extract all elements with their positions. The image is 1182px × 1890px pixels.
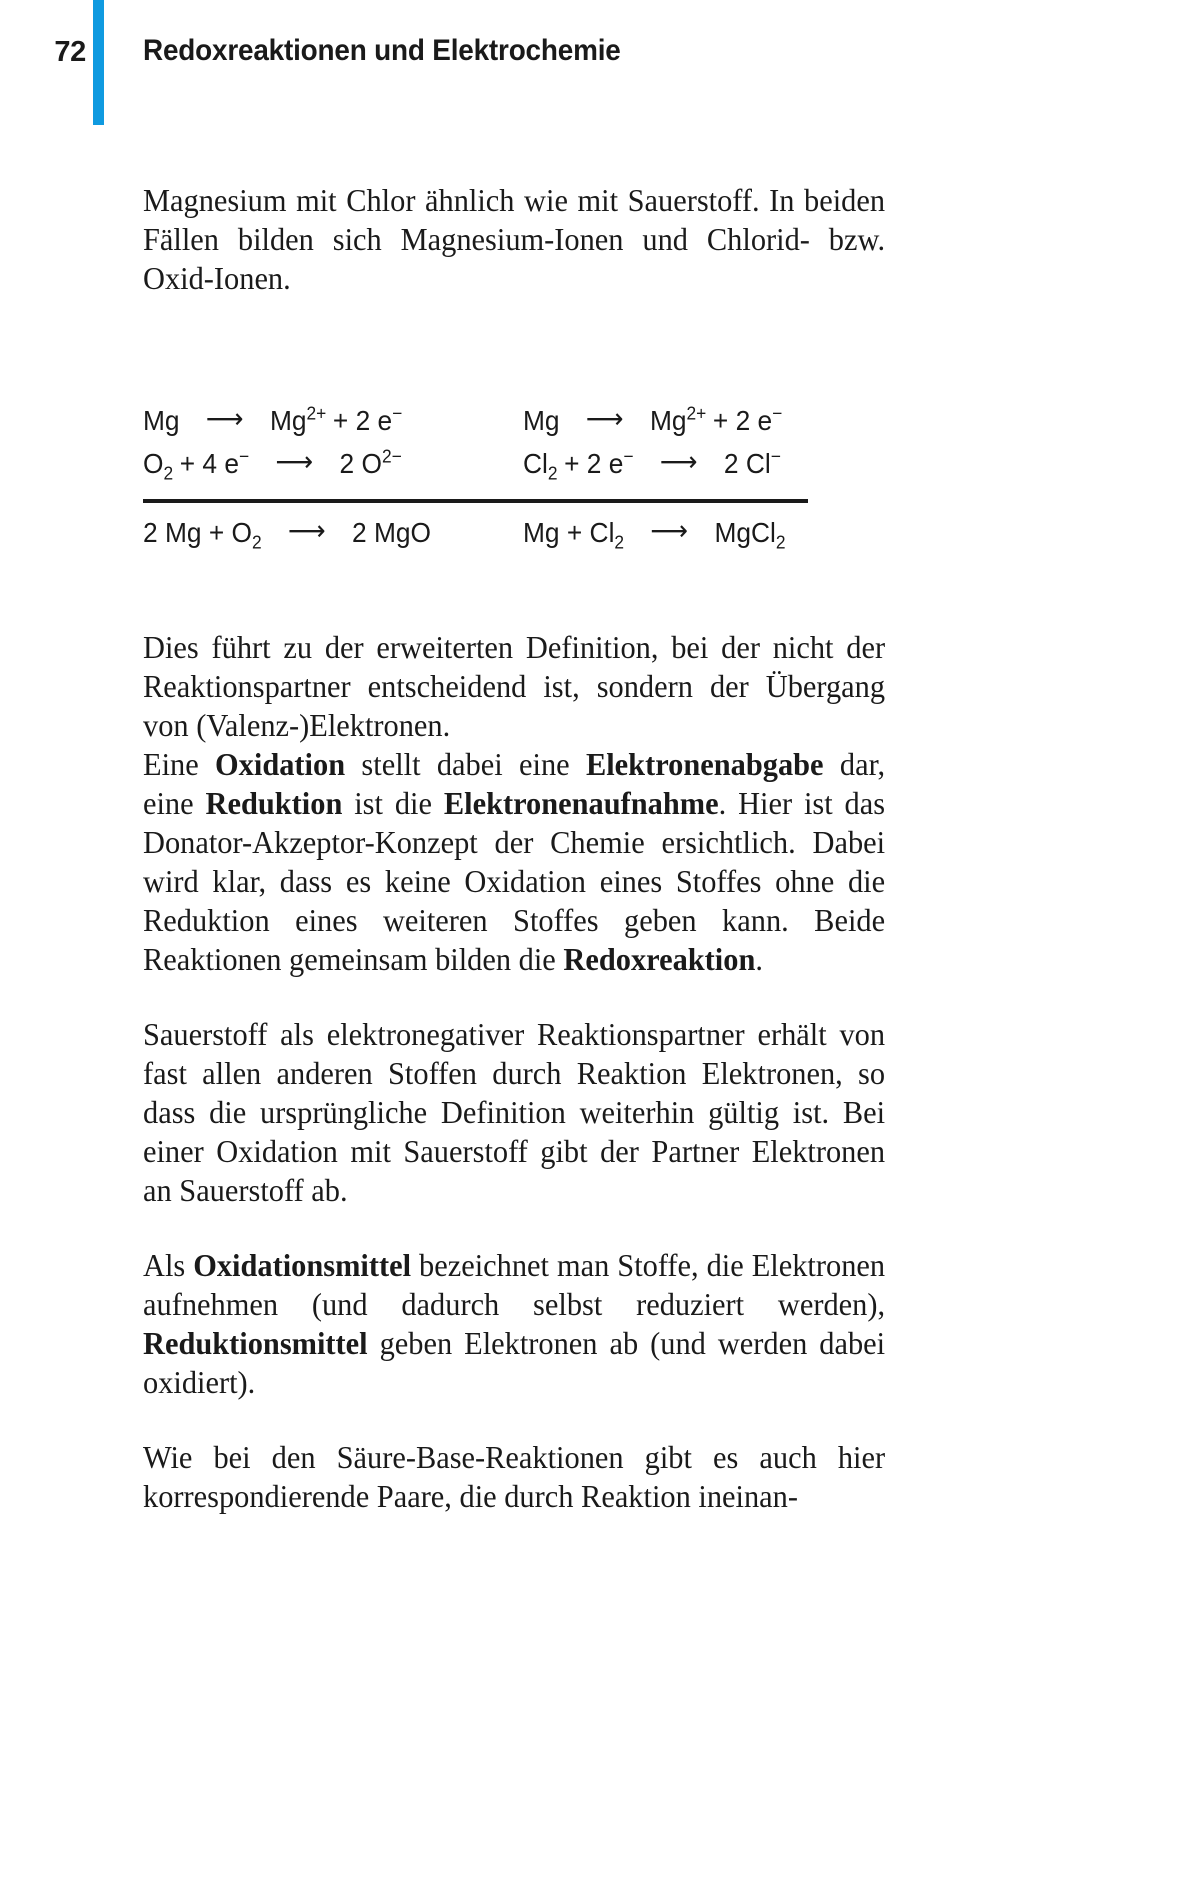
term-elektronenaufnahme: Elektronenaufnahme [443,786,719,821]
eq-reactant-electrons: + 4 e [179,448,239,479]
eq-electron-charge: − [772,402,783,424]
chapter-title: Redoxreaktionen und Elektrochemie [143,34,621,67]
term-oxidation: Oxidation [215,747,346,782]
text-run: . [755,942,763,977]
eq-reactant: Mg [523,405,560,436]
eq-product-charge: 2− [381,445,402,467]
paragraph-korrespondierende-paare: Wie bei den Säure-Base-Reaktionen gibt es auch hier korrespondierende Paare, die durch Reaktion ineinan- [143,1440,886,1514]
term-reduktion: Reduktion [205,786,343,821]
eq-product: 2 O [339,448,382,479]
eq-sum-reactants: Mg + Cl [523,517,615,548]
reaction-arrow-icon: ⟶ [659,446,698,477]
eq-product-base: Mg [649,405,687,436]
eq-reactant: Mg [143,405,180,436]
eq-reactant-index: 2 [251,531,262,553]
equation-left-reduction [143,445,500,484]
text-column-top [143,181,885,298]
equation-right-oxidation [523,404,880,437]
text-run: dar, eine [143,747,886,821]
text-run: bezeichnet man Stoffe, die Elektronen aufnehmen (und dadurch selbst reduziert werden), [143,1248,886,1322]
eq-reactant-index: 2 [614,531,625,553]
equation-block [143,404,903,559]
eq-product-electrons: + 2 e [712,405,773,436]
eq-electron-charge: − [392,402,403,424]
text-run: ist die [342,786,444,821]
equation-right-reduction [523,445,880,484]
eq-sum-product-base: MgCl [714,517,776,548]
term-redoxreaktion: Redoxreaktion [563,942,756,977]
text-run: . Hier ist das Donator-Akzeptor-Konzept der Chemie ersichtlich. Dabei wird klar, dass es keine Oxidation eines Stoffes ohne die Reduktion eines weiteren Stoffes geben kann. Beide Reaktionen gemeinsam bilden die [143,786,886,977]
equation-left-sum [143,515,500,553]
reaction-arrow-icon: ⟶ [275,446,314,477]
paragraph-oxidationsmittel [143,1246,885,1402]
term-oxidationsmittel: Oxidationsmittel [193,1248,412,1283]
eq-product-base: Mg [269,405,307,436]
eq-reactant-index: 2 [163,462,174,484]
paragraph-sauerstoff: Sauerstoff als elektronegativer Reaktionspartner erhält von fast allen anderen Stoffen durch Reaktion Elektronen, so dass die ursprüngliche Definition weiterhin gültig ist. Bei einer Oxidation mit Sauerstoff gibt der Partner Elektronen an Sauerstoff ab. [143,1017,886,1208]
eq-sum-product: 2 MgO [352,517,432,548]
eq-reactant-electrons: + 2 e [564,448,624,479]
paragraph-definition-detail [143,745,885,979]
text-run: Eine [143,747,216,782]
term-reduktionsmittel: Reduktionsmittel [143,1326,368,1361]
text-run: stellt dabei eine [345,747,586,782]
eq-electron-charge: − [238,445,250,467]
eq-product-charge: 2+ [686,402,707,424]
eq-product-charge: 2+ [306,402,327,424]
paragraph-intro: Magnesium mit Chlor ähnlich wie mit Sauerstoff. In beiden Fällen bilden sich Magnesium-Ionen und Chlorid- bzw. Oxid-Ionen. [143,183,886,296]
eq-reactant-base: O [143,448,164,479]
equation-right-sum [523,515,880,553]
text-column-main [143,628,885,1516]
eq-product-charge: − [770,445,781,467]
accent-rule [93,0,104,125]
eq-electron-charge: − [623,445,634,467]
eq-product-index: 2 [775,531,786,553]
equation-sum-rule [143,499,808,503]
text-run: geben Elektronen ab (und werden dabei oxidiert). [143,1326,886,1400]
eq-reactant-index: 2 [547,462,558,484]
equation-row-oxidation [143,404,903,447]
reaction-arrow-icon: ⟶ [650,515,689,546]
eq-product: 2 Cl [723,448,771,479]
eq-product-electrons: + 2 e [332,405,393,436]
term-elektronenabgabe: Elektronenabgabe [585,747,824,782]
page-number: 72 [54,36,86,68]
reaction-arrow-icon: ⟶ [585,403,624,434]
eq-reactant-base: Cl [523,448,548,479]
paragraph-definition-intro: Dies führt zu der erweiterten Definition, bei der nicht der Reaktionspartner entscheidend ist, sondern der Übergang von (Valenz-)Elektronen. [143,630,886,743]
equation-row-reduction [143,447,903,490]
eq-sum-reactants: 2 Mg + O [143,517,252,548]
equation-row-sum [143,516,903,559]
reaction-arrow-icon: ⟶ [205,403,244,434]
reaction-arrow-icon: ⟶ [287,515,326,546]
text-run: Als [143,1248,194,1283]
running-head [0,0,1182,130]
equation-left-oxidation [143,404,500,437]
